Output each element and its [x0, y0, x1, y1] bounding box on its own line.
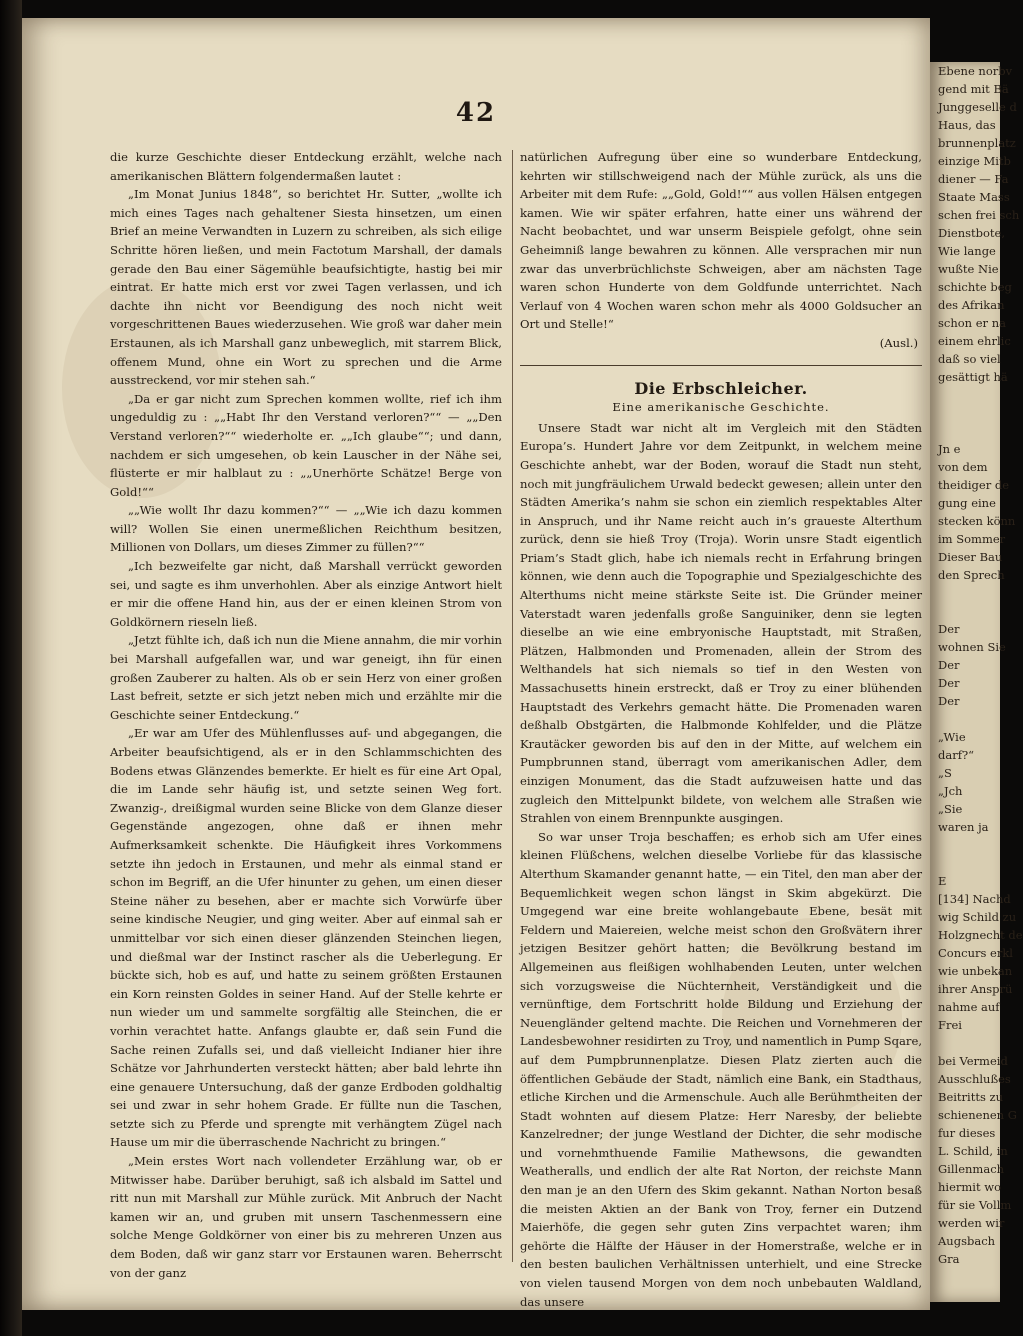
adjacent-page-fragment: für sie Vollm [938, 1198, 1012, 1212]
adjacent-page-fragment: wie unbekan [938, 964, 1013, 978]
adjacent-page-fragment [930, 1034, 1000, 1052]
adjacent-page-fragment: ihrer Ansprü [938, 982, 1013, 996]
adjacent-page-fragment: schon er na [938, 316, 1006, 330]
adjacent-page-fragment: im Sommer [938, 532, 1006, 546]
adjacent-page-fragment: Jn e [938, 442, 961, 456]
adjacent-page-fragment: werden wir [938, 1216, 1005, 1230]
paragraph: „Jetzt fühlte ich, daß ich nun die Miene annahm, die mir vorhin bei Marshall aufgefallen war, und war geneigt, ihn für einen großen Zauberer zu halten. Als ob er sein Herz von einer großen Last befreit, setzte er sich jetzt neben mich und erzählte mir die Geschichte seiner Entdeckung.“ [110, 633, 502, 722]
adjacent-page-fragment: Dienstbote, [938, 226, 1006, 240]
adjacent-page-fragment: schienenen G [938, 1108, 1017, 1122]
adjacent-page-fragment: von dem [938, 460, 988, 474]
adjacent-page-fragment: brunnenplatz [938, 136, 1016, 150]
adjacent-page-fragment: gung eine [938, 496, 996, 510]
right-column [520, 148, 922, 1309]
paragraph: „Im Monat Junius 1848“, so berichtet Hr. Sutter, „wollte ich mich eines Tages nach gehaltener Siesta hinsetzen, um einen Brief an meine Verwandten in Luzern zu schreiben, als sich eilige Schritte hören ließen, und mein Factotum Marshall, der damals gerade den Bau einer Sägemühle beaufsichtigte, hastig bei mir eintrat. Er hatte mich erst vor zwei Tagen verlassen, und ich dachte ihn nicht vor Beendigung des noch nicht weit vorgeschrittenen Baues wiederzusehen. Wie groß war daher mein Erstaunen, als ich Marshall ganz unbeweglich, mit starrem Blick, offenem Mund, ohne ein Wort zu sprechen und die Arme ausstreckend, vor mir stehen sah.“ [110, 187, 502, 388]
paragraph: „Da er gar nicht zum Sprechen kommen wollte, rief ich ihm ungeduldig zu : „„Habt Ihr den Verstand verloren?““ — „„Den Verstand verloren?““ wiederholte er. „„Ich glaube““; und dann, nachdem er sich umgesehen, ob kein Lauscher in der Nähe sei, flüsterte er mir halblaut zu : „„Unerhörte Schätze! Berge von Gold!““ [110, 391, 502, 499]
adjacent-page-fragment: stecken könn [938, 514, 1016, 528]
adjacent-page-fragment: wußte Nie [938, 262, 999, 276]
article-body [520, 419, 922, 1312]
adjacent-page-fragment: „Wie [938, 730, 966, 744]
page-number: 42 [455, 98, 497, 128]
adjacent-page-fragment: schichte beg [938, 280, 1012, 294]
adjacent-page-fragment: Der [938, 694, 960, 708]
adjacent-page-fragment: fur dieses [938, 1126, 996, 1140]
adjacent-page-fragment: Der [938, 622, 960, 636]
book-page [22, 18, 930, 1310]
adjacent-page-fragment: Concurs erkl [938, 946, 1013, 960]
adjacent-page-fragment: wohnen Sie [938, 640, 1006, 654]
adjacent-page-fragment: Wie lange [938, 244, 996, 258]
adjacent-page-fragment: wig Schild zu [938, 910, 1017, 924]
adjacent-page-fragment: Gra [938, 1252, 960, 1266]
paragraph: natürlichen Aufregung über eine so wunderbare Entdeckung, kehrten wir stillschweigend nach der Mühle zurück, als uns die Arbeiter mit dem Rufe: „„Gold, Gold!““ aus vollen Hälsen entgegen kamen. Wie wir später erfahren, hatte einer uns während der Nacht beobachtet, und war unserm Beispiele gefolgt, ohne sein Geheimniß lange bewahren zu können. Alle versprachen mir nun zwar das unverbrüchlichste Schweigen, aber am nächsten Tage waren schon Hunderte von dem Goldfunde unterrichtet. Nach Verlauf von 4 Wochen waren schon mehr als 4000 Goldsucher an Ort und Stelle!“ [520, 150, 922, 332]
adjacent-page-fragment: gesättigt hä [938, 370, 1008, 384]
article-subtitle: Eine amerikanische Geschichte. [612, 400, 830, 415]
adjacent-page-fragment: Junggeselle d [938, 100, 1017, 114]
paragraph: „Er war am Ufer des Mühlenflusses auf- und abgegangen, die Arbeiter beaufsichtigend, als er in den Schlammschichten des Bodens etwas Glänzendes bemerkte. Er hielt es für eine Art Opal, die im Lande sehr häufig ist, und setzte seinen Weg fort. Zwanzig-, dreißigmal wurden seine Blicke von dem Glanze dieser Gegenstände angezogen, ohne daß er ihnen mehr Aufmerksamkeit schenkte. Die Häufigkeit ihres Vorkommens setzte ihn jedoch in Erstaunen, und mehr als einmal stand er schon im Begriff, an die Ufer hinunter zu gehen, um einen dieser Steine näher zu besehen, aber er machte sich Vorwürfe über seine kindische Neugier, und ging weiter. Aber auf einmal sah er unmittelbar vor sich einen dieser glänzenden Steinchen liegen, und dießmal war der Instinct rascher als die Ueberlegung. Er bückte sich, hob es auf, und hatte zu seinem größten Erstaunen ein Korn reinsten Goldes in seiner Hand. Auf der Stelle kehrte er nun wieder um und sammelte sorgfältig alle Steinchen, die er vorhin verachtet hatte. Anfangs glaubte er, daß sein Fund die Sache reinen Zufalls sei, und daß vielleicht Indianer hier ihre Schätze vor Jahrhunderten versteckt hätten; aber bald lehrte ihn eine genauere Untersuchung, daß der ganze Erdboden goldhaltig sei und zwar in sehr hohem Grade. Er füllte nun die Taschen, setzte sich zu Pferde und sprengte mit verhängtem Zügel nach Hause um mir die überraschende Nachricht zu bringen.“ [110, 726, 502, 1150]
adjacent-page-fragment: theidiger de [938, 478, 1010, 492]
adjacent-page-fragment [930, 386, 1000, 404]
adjacent-page-edge [930, 62, 1023, 1302]
adjacent-page-fragment: [134] Nachd [938, 892, 1011, 906]
adjacent-page-fragment: diener — Fa [938, 172, 1009, 186]
adjacent-page-fragment [930, 584, 1000, 602]
adjacent-page-fragment [930, 602, 1000, 620]
adjacent-page-fragment: nahme auf [938, 1000, 1000, 1014]
article-title: Die Erbschleicher. [634, 378, 808, 398]
adjacent-page-fragment [930, 422, 1000, 440]
paragraph: „„Wie wollt Ihr dazu kommen?““ — „„Wie ich dazu kommen will? Wollen Sie einen unermeßlichen Reichthum besitzen, Millionen von Dollars, um dieses Zimmer zu füllen?““ [110, 503, 502, 555]
adjacent-page-fragment: „S [938, 766, 952, 780]
adjacent-page-fragment: schen frei sch [938, 208, 1020, 222]
paragraph: „Ich bezweifelte gar nicht, daß Marshall verrückt geworden sei, und sagte es ihm unverhohlen. Aber als einzige Antwort hielt er mir die offene Hand hin, aus der er einen kleinen Strom von Goldkörnern rieseln ließ. [110, 559, 502, 629]
adjacent-page-fragment: Haus, das [938, 118, 996, 132]
adjacent-page-fragment: Der [938, 658, 960, 672]
adjacent-page-fragment: Beitritts zu [938, 1090, 1003, 1104]
adjacent-page-fragment: Staate Mass [938, 190, 1010, 204]
adjacent-page-fragment: Frei [938, 1018, 962, 1032]
adjacent-page-fragment: E [938, 874, 947, 888]
adjacent-page-fragment [930, 404, 1000, 422]
adjacent-page-fragment: Ebene norbv [938, 64, 1013, 78]
adjacent-page-fragment: einem ehrlic [938, 334, 1011, 348]
left-column [110, 148, 502, 1280]
adjacent-page-fragment [930, 710, 1000, 728]
adjacent-page-fragment: einzige Mitb [938, 154, 1011, 168]
adjacent-page-fragment: des Afrikan [938, 298, 1005, 312]
paragraph: Unsere Stadt war nicht alt im Vergleich mit den Städten Europa’s. Hundert Jahre vor dem Zeitpunkt, in welchem meine Geschichte anhebt, war der Boden, worauf die Stadt nun steht, noch mit jungfräulichem Urwald bedeckt gewesen; allein unter den Städten Amerika’s nahm sie schon ein ziemlich respektables Alter in Anspruch, und ihr Name reicht auch in’s graueste Alterthum zurück, denn sie hieß Troy (Troja). Worin unsre Stadt eigentlich Priam’s Stadt glich, habe ich niemals recht in Erfahrung bringen können, wie denn auch die Topographie und Spezialgeschichte des Alterthums nicht meine stärkste Seite ist. Die Gründer meiner Vaterstadt waren jedenfalls große Sanguiniker, denn sie legten dieselbe an wie eine embryonische Hauptstadt, mit Straßen, Plätzen, Halbmonden und Promenaden, allein der Strom des Welthandels hat sich niemals so tief in den Westen von Massachusetts hinein erstreckt, daß er Troy zu einer blühenden Hauptstadt des Verkehrs gemacht hätte. Die Promenaden waren deßhalb Obstgärten, die Halbmonde Kohlfelder, und die Plätze Krautäcker geworden bis auf den in der Mitte, auf welchem ein Pumpbrunnen stand, überragt vom amerikanischen Adler, dem einzigen Monument, das die Stadt aufzuweisen hatte und das zugleich den Mittelpunkt bildete, von welchem alle Straßen wie Strahlen von einem Brennpunkte ausgingen. [520, 420, 922, 826]
adjacent-page-fragment: darf?“ [938, 748, 975, 762]
continued-text [520, 148, 922, 334]
source-signature: (Ausl.) [879, 335, 918, 350]
paragraph: „Mein erstes Wort nach vollendeter Erzählung war, ob er Mitwisser habe. Darüber beruhigt, saß ich alsbald im Sattel und ritt nun mit Marshall zur Mühle zurück. Mit Anbruch der Nacht kamen wir an, und gruben mit unsern Taschenmessern eine solche Menge Goldkörner von einer bis zu mehreren Unzen aus dem Boden, daß wir ganz starr vor Erstaunen waren. Beherrscht von der ganz [110, 1154, 502, 1280]
adjacent-page-fragment: Gillenmach [938, 1162, 1005, 1176]
adjacent-page-fragment: Holzgnecht de [938, 928, 1023, 942]
adjacent-page-fragment: Dieser Bau [938, 550, 1003, 564]
adjacent-page-fragment: waren ja [938, 820, 989, 834]
adjacent-page-fragment: bei Vermeid [938, 1054, 1008, 1068]
adjacent-page-fragment [930, 854, 1000, 872]
adjacent-page-fragment: L. Schild, in [938, 1144, 1008, 1158]
adjacent-page-fragment: Augsbach [938, 1234, 996, 1248]
book-binding [0, 0, 22, 1336]
adjacent-page-fragment [930, 836, 1000, 854]
adjacent-page-fragment: den Sprech [938, 568, 1005, 582]
adjacent-page-fragment: Der [938, 676, 960, 690]
adjacent-page-fragment: gend mit Bä [938, 82, 1009, 96]
adjacent-page-fragment: daß so viel [938, 352, 1001, 366]
paragraph: So war unser Troja beschaffen; es erhob sich am Ufer eines kleinen Flüßchens, welchen dieselbe Vorliebe für das klassische Alterthum Skamander genannt hatte, — ein Titel, den man aber der Bequemlichkeit wegen schon längst in Skim abgekürzt. Die Umgegend war eine breite wohlangebaute Ebene, besät mit Feldern und Maiereien, welche meist schon den Großvätern ihrer jetzigen Besitzer gehört hatten; die Bevölkrung bestand im Allgemeinen aus fleißigen wohlhabenden Leuten, unter welchen sich vorzugsweise die Nüchternheit, Verständigkeit und die vernünftige, dem Fortschritt holde Bildung und Erziehung der Neuengländer geltend machte. Die Reichen und Vornehmeren der Landesbewohner residirten zu Troy, und namentlich in Pump Sqare, auf dem Pumpbrunnenplatze. Diesen Platz zierten auch die öffentlichen Gebäude der Stadt, nämlich eine Bank, ein Stadthaus, etliche Kirchen und die Armenschule. Auch alle Berühmtheiten der Stadt wohnten auf diesem Platze: Herr Naresby, der beliebte Kanzelredner; der junge Westland der Dichter, die sehr modische und vornehmthuende Familie Mathewsons, die gewandten Weatheralls, und endlich der alte Rat Norton, der reichste Mann den man je an den Ufern des Skim gekannt. Nathan Norton besaß die meisten Aktien an der Bank von Troy, ferner ein Dutzend Maierhöfe, die gegen sehr guten Zins verpachtet waren; ihm gehörte die Hälfte der Häuser in der Homerstraße, welche er in den besten baulichen Verhältnissen unterhielt, und eine Strecke von vielen tausend Morgen von dem noch unbebauten Waldland, das unsere [520, 829, 922, 1309]
adjacent-page-fragment: „Sie [938, 802, 963, 816]
column-divider [512, 150, 513, 1262]
paragraph: die kurze Geschichte dieser Entdeckung erzählt, welche nach amerikanischen Blättern folgendermaßen lautet : [110, 150, 502, 183]
adjacent-page-fragment: Ausschlußes [938, 1072, 1011, 1086]
adjacent-page-fragment: hiermit wo [938, 1180, 1002, 1194]
adjacent-page-fragment: „Jch [938, 784, 963, 798]
article-separator [520, 365, 922, 366]
